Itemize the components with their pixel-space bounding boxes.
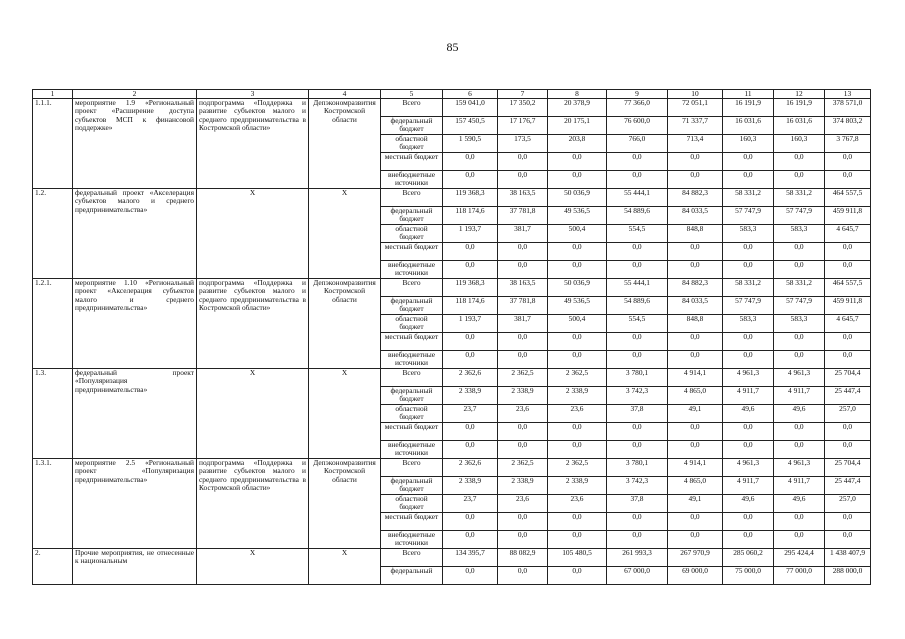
funding-source: федеральный [381, 567, 443, 585]
amount-cell: 4 911,7 [723, 387, 774, 405]
column-number: 7 [498, 90, 548, 99]
funding-source: областной бюджет [381, 405, 443, 423]
amount-cell: 0,0 [607, 153, 668, 171]
funding-source: внебюджетные источники [381, 261, 443, 279]
amount-cell: 77 000,0 [774, 567, 825, 585]
amount-cell: 58 331,2 [723, 189, 774, 207]
amount-cell: 69 000,0 [668, 567, 723, 585]
amount-cell: 4 914,1 [668, 369, 723, 387]
amount-cell: 0,0 [443, 153, 498, 171]
amount-cell: 0,0 [607, 333, 668, 351]
column-number: 1 [33, 90, 73, 99]
executor-name: X [309, 369, 381, 459]
funding-source: областной бюджет [381, 495, 443, 513]
amount-cell: 500,4 [548, 315, 607, 333]
amount-cell: 0,0 [825, 153, 871, 171]
amount-cell: 0,0 [607, 171, 668, 189]
item-name: мероприятие 1.10 «Региональный проект «Акселерация субъектов малого и среднего предпринимательства» [73, 279, 197, 369]
amount-cell: 0,0 [548, 351, 607, 369]
amount-cell: 257,0 [825, 405, 871, 423]
amount-cell: 49,6 [723, 495, 774, 513]
funding-source: внебюджетные источники [381, 531, 443, 549]
amount-cell: 37,8 [607, 495, 668, 513]
funding-source: местный бюджет [381, 423, 443, 441]
amount-cell: 49,6 [774, 405, 825, 423]
amount-cell: 159 041,0 [443, 99, 498, 117]
amount-cell: 2 338,9 [443, 477, 498, 495]
amount-cell: 50 036,9 [548, 189, 607, 207]
funding-source: федеральный бюджет [381, 297, 443, 315]
amount-cell: 84 882,3 [668, 189, 723, 207]
amount-cell: 4 961,3 [774, 369, 825, 387]
program-name: подпрограмма «Поддержка и развитие субъектов малого и среднего предпринимательства в Костромской области» [197, 99, 309, 189]
amount-cell: 0,0 [825, 531, 871, 549]
amount-cell: 0,0 [723, 351, 774, 369]
amount-cell: 2 338,9 [498, 477, 548, 495]
item-name: мероприятие 2.5 «Региональный проект «Популяризация предпринимательства» [73, 459, 197, 549]
amount-cell: 23,7 [443, 495, 498, 513]
column-number: 8 [548, 90, 607, 99]
amount-cell: 84 033,5 [668, 207, 723, 225]
item-number: 1.3. [33, 369, 73, 459]
amount-cell: 583,3 [723, 315, 774, 333]
amount-cell: 4 911,7 [723, 477, 774, 495]
amount-cell: 4 865,0 [668, 477, 723, 495]
amount-cell: 378 571,0 [825, 99, 871, 117]
funding-source: внебюджетные источники [381, 441, 443, 459]
amount-cell: 583,3 [723, 225, 774, 243]
funding-source: областной бюджет [381, 135, 443, 153]
amount-cell: 0,0 [774, 423, 825, 441]
amount-cell: 157 450,5 [443, 117, 498, 135]
column-number: 6 [443, 90, 498, 99]
amount-cell: 0,0 [723, 423, 774, 441]
funding-source: федеральный бюджет [381, 207, 443, 225]
amount-cell: 0,0 [825, 513, 871, 531]
column-number: 10 [668, 90, 723, 99]
executor-name: Депэкономразвития Костромской области [309, 459, 381, 549]
amount-cell: 583,3 [774, 225, 825, 243]
amount-cell: 25 704,4 [825, 369, 871, 387]
amount-cell: 2 362,5 [498, 369, 548, 387]
budget-table [32, 89, 871, 585]
amount-cell: 2 362,5 [548, 369, 607, 387]
amount-cell: 160,3 [723, 135, 774, 153]
amount-cell: 0,0 [723, 171, 774, 189]
amount-cell: 75 000,0 [723, 567, 774, 585]
amount-cell: 203,8 [548, 135, 607, 153]
amount-cell: 38 163,5 [498, 279, 548, 297]
amount-cell: 0,0 [668, 351, 723, 369]
amount-cell: 2 362,6 [443, 369, 498, 387]
amount-cell: 0,0 [825, 351, 871, 369]
amount-cell: 17 176,7 [498, 117, 548, 135]
item-name: мероприятие 1.9 «Региональный проект «Расширение доступа субъектов МСП к финансовой поддержке» [73, 99, 197, 189]
item-number: 1.1.1. [33, 99, 73, 189]
amount-cell: 71 337,7 [668, 117, 723, 135]
amount-cell: 0,0 [498, 423, 548, 441]
amount-cell: 261 993,3 [607, 549, 668, 567]
amount-cell: 464 557,5 [825, 189, 871, 207]
amount-cell: 25 447,4 [825, 477, 871, 495]
amount-cell: 58 331,2 [723, 279, 774, 297]
item-name: федеральный проект «Популяризация предпринимательства» [73, 369, 197, 459]
amount-cell: 0,0 [498, 567, 548, 585]
amount-cell: 464 557,5 [825, 279, 871, 297]
amount-cell: 0,0 [825, 243, 871, 261]
amount-cell: 37 781,8 [498, 297, 548, 315]
program-name: X [197, 189, 309, 279]
table-row [33, 549, 871, 567]
amount-cell: 105 480,5 [548, 549, 607, 567]
amount-cell: 4 961,3 [774, 459, 825, 477]
executor-name: Депэкономразвития Костромской области [309, 99, 381, 189]
amount-cell: 4 961,3 [723, 369, 774, 387]
amount-cell: 25 704,4 [825, 459, 871, 477]
amount-cell: 0,0 [825, 171, 871, 189]
amount-cell: 4 914,1 [668, 459, 723, 477]
amount-cell: 3 780,1 [607, 459, 668, 477]
funding-source: Всего [381, 549, 443, 567]
amount-cell: 118 174,6 [443, 297, 498, 315]
program-name: подпрограмма «Поддержка и развитие субъектов малого и среднего предпринимательства в Костромской области» [197, 279, 309, 369]
table-row [33, 369, 871, 387]
amount-cell: 0,0 [668, 423, 723, 441]
amount-cell: 0,0 [774, 531, 825, 549]
amount-cell: 37,8 [607, 405, 668, 423]
amount-cell: 0,0 [825, 261, 871, 279]
amount-cell: 49,1 [668, 495, 723, 513]
amount-cell: 77 366,0 [607, 99, 668, 117]
amount-cell: 0,0 [498, 171, 548, 189]
amount-cell: 288 000,0 [825, 567, 871, 585]
amount-cell: 49 536,5 [548, 207, 607, 225]
amount-cell: 84 882,3 [668, 279, 723, 297]
amount-cell: 57 747,9 [723, 297, 774, 315]
amount-cell: 0,0 [443, 261, 498, 279]
amount-cell: 0,0 [498, 333, 548, 351]
amount-cell: 2 338,9 [548, 477, 607, 495]
amount-cell: 3 780,1 [607, 369, 668, 387]
amount-cell: 2 338,9 [498, 387, 548, 405]
page-number: 85 [446, 40, 459, 54]
amount-cell: 0,0 [668, 171, 723, 189]
table-row [33, 279, 871, 297]
amount-cell: 4 645,7 [825, 315, 871, 333]
amount-cell: 23,6 [498, 495, 548, 513]
funding-source: местный бюджет [381, 513, 443, 531]
funding-source: федеральный бюджет [381, 387, 443, 405]
amount-cell: 25 447,4 [825, 387, 871, 405]
amount-cell: 57 747,9 [723, 207, 774, 225]
amount-cell: 20 175,1 [548, 117, 607, 135]
amount-cell: 134 395,7 [443, 549, 498, 567]
amount-cell: 0,0 [548, 567, 607, 585]
amount-cell: 381,7 [498, 315, 548, 333]
amount-cell: 0,0 [607, 513, 668, 531]
amount-cell: 1 438 407,9 [825, 549, 871, 567]
amount-cell: 57 747,9 [774, 207, 825, 225]
amount-cell: 713,4 [668, 135, 723, 153]
amount-cell: 2 362,5 [548, 459, 607, 477]
amount-cell: 57 747,9 [774, 297, 825, 315]
amount-cell: 49,1 [668, 405, 723, 423]
item-name: федеральный проект «Акселерация субъектов малого и среднего предпринимательства» [73, 189, 197, 279]
amount-cell: 0,0 [607, 243, 668, 261]
amount-cell: 23,6 [548, 405, 607, 423]
amount-cell: 23,6 [498, 405, 548, 423]
amount-cell: 54 889,6 [607, 297, 668, 315]
amount-cell: 0,0 [548, 243, 607, 261]
amount-cell: 0,0 [607, 441, 668, 459]
amount-cell: 0,0 [723, 441, 774, 459]
amount-cell: 0,0 [825, 333, 871, 351]
amount-cell: 4 911,7 [774, 387, 825, 405]
amount-cell: 2 362,5 [498, 459, 548, 477]
amount-cell: 0,0 [774, 153, 825, 171]
table-row [33, 189, 871, 207]
amount-cell: 2 362,6 [443, 459, 498, 477]
amount-cell: 0,0 [443, 243, 498, 261]
amount-cell: 381,7 [498, 225, 548, 243]
amount-cell: 16 031,6 [723, 117, 774, 135]
column-number: 2 [73, 90, 197, 99]
funding-source: внебюджетные источники [381, 171, 443, 189]
amount-cell: 2 338,9 [443, 387, 498, 405]
amount-cell: 1 193,7 [443, 225, 498, 243]
amount-cell: 374 803,2 [825, 117, 871, 135]
amount-cell: 3 742,3 [607, 477, 668, 495]
amount-cell: 0,0 [443, 333, 498, 351]
amount-cell: 0,0 [548, 333, 607, 351]
amount-cell: 0,0 [723, 153, 774, 171]
amount-cell: 0,0 [723, 531, 774, 549]
amount-cell: 848,8 [668, 315, 723, 333]
amount-cell: 88 082,9 [498, 549, 548, 567]
amount-cell: 766,0 [607, 135, 668, 153]
executor-name: X [309, 549, 381, 585]
amount-cell: 3 767,8 [825, 135, 871, 153]
column-number: 11 [723, 90, 774, 99]
amount-cell: 0,0 [668, 513, 723, 531]
funding-source: областной бюджет [381, 225, 443, 243]
amount-cell: 295 424,4 [774, 549, 825, 567]
funding-source: местный бюджет [381, 243, 443, 261]
amount-cell: 0,0 [548, 423, 607, 441]
amount-cell: 72 051,1 [668, 99, 723, 117]
amount-cell: 0,0 [668, 153, 723, 171]
amount-cell: 0,0 [607, 531, 668, 549]
amount-cell: 0,0 [498, 351, 548, 369]
amount-cell: 0,0 [668, 531, 723, 549]
funding-source: Всего [381, 459, 443, 477]
funding-source: Всего [381, 279, 443, 297]
amount-cell: 0,0 [668, 441, 723, 459]
amount-cell: 0,0 [825, 423, 871, 441]
amount-cell: 0,0 [723, 333, 774, 351]
amount-cell: 459 911,8 [825, 207, 871, 225]
amount-cell: 23,7 [443, 405, 498, 423]
item-number: 2. [33, 549, 73, 585]
amount-cell: 0,0 [443, 513, 498, 531]
column-number: 4 [309, 90, 381, 99]
amount-cell: 58 331,2 [774, 279, 825, 297]
funding-source: внебюджетные источники [381, 351, 443, 369]
amount-cell: 0,0 [774, 243, 825, 261]
amount-cell: 0,0 [774, 261, 825, 279]
amount-cell: 0,0 [607, 423, 668, 441]
amount-cell: 0,0 [774, 171, 825, 189]
amount-cell: 0,0 [498, 243, 548, 261]
amount-cell: 0,0 [548, 261, 607, 279]
program-name: X [197, 369, 309, 459]
amount-cell: 173,5 [498, 135, 548, 153]
executor-name: X [309, 189, 381, 279]
amount-cell: 119 368,3 [443, 189, 498, 207]
amount-cell: 49 536,5 [548, 297, 607, 315]
amount-cell: 20 378,9 [548, 99, 607, 117]
amount-cell: 0,0 [498, 261, 548, 279]
column-number: 5 [381, 90, 443, 99]
amount-cell: 0,0 [723, 261, 774, 279]
amount-cell: 3 742,3 [607, 387, 668, 405]
amount-cell: 4 961,3 [723, 459, 774, 477]
executor-name: Депэкономразвития Костромской области [309, 279, 381, 369]
amount-cell: 49,6 [723, 405, 774, 423]
amount-cell: 554,5 [607, 225, 668, 243]
amount-cell: 848,8 [668, 225, 723, 243]
amount-cell: 0,0 [723, 243, 774, 261]
amount-cell: 0,0 [498, 531, 548, 549]
amount-cell: 76 600,0 [607, 117, 668, 135]
amount-cell: 58 331,2 [774, 189, 825, 207]
item-number: 1.2. [33, 189, 73, 279]
amount-cell: 38 163,5 [498, 189, 548, 207]
amount-cell: 257,0 [825, 495, 871, 513]
column-number-row [33, 90, 871, 99]
column-number: 12 [774, 90, 825, 99]
funding-source: местный бюджет [381, 153, 443, 171]
amount-cell: 0,0 [548, 513, 607, 531]
amount-cell: 0,0 [443, 423, 498, 441]
funding-source: Всего [381, 189, 443, 207]
table-row [33, 99, 871, 117]
item-number: 1.2.1. [33, 279, 73, 369]
program-name: X [197, 549, 309, 585]
amount-cell: 4 911,7 [774, 477, 825, 495]
funding-source: местный бюджет [381, 333, 443, 351]
amount-cell: 16 191,9 [774, 99, 825, 117]
amount-cell: 0,0 [774, 333, 825, 351]
amount-cell: 0,0 [548, 441, 607, 459]
column-number: 9 [607, 90, 668, 99]
amount-cell: 0,0 [548, 531, 607, 549]
amount-cell: 0,0 [443, 351, 498, 369]
column-number: 13 [825, 90, 871, 99]
amount-cell: 49,6 [774, 495, 825, 513]
amount-cell: 16 031,6 [774, 117, 825, 135]
amount-cell: 0,0 [443, 531, 498, 549]
amount-cell: 0,0 [668, 261, 723, 279]
amount-cell: 0,0 [668, 243, 723, 261]
amount-cell: 0,0 [443, 567, 498, 585]
amount-cell: 0,0 [774, 351, 825, 369]
amount-cell: 0,0 [548, 171, 607, 189]
amount-cell: 0,0 [498, 441, 548, 459]
amount-cell: 50 036,9 [548, 279, 607, 297]
amount-cell: 37 781,8 [498, 207, 548, 225]
funding-source: Всего [381, 99, 443, 117]
amount-cell: 119 368,3 [443, 279, 498, 297]
amount-cell: 4 645,7 [825, 225, 871, 243]
amount-cell: 23,6 [548, 495, 607, 513]
amount-cell: 554,5 [607, 315, 668, 333]
amount-cell: 0,0 [498, 513, 548, 531]
amount-cell: 0,0 [774, 513, 825, 531]
amount-cell: 0,0 [774, 441, 825, 459]
funding-source: областной бюджет [381, 315, 443, 333]
amount-cell: 118 174,6 [443, 207, 498, 225]
amount-cell: 267 970,9 [668, 549, 723, 567]
funding-source: федеральный бюджет [381, 117, 443, 135]
amount-cell: 55 444,1 [607, 189, 668, 207]
item-number: 1.3.1. [33, 459, 73, 549]
amount-cell: 0,0 [548, 153, 607, 171]
funding-source: федеральный бюджет [381, 477, 443, 495]
amount-cell: 0,0 [443, 171, 498, 189]
item-name: Прочие мероприятия, не отнесенные к национальным [73, 549, 197, 585]
amount-cell: 583,3 [774, 315, 825, 333]
amount-cell: 0,0 [607, 351, 668, 369]
funding-source: Всего [381, 369, 443, 387]
amount-cell: 285 060,2 [723, 549, 774, 567]
amount-cell: 1 590,5 [443, 135, 498, 153]
amount-cell: 54 889,6 [607, 207, 668, 225]
amount-cell: 55 444,1 [607, 279, 668, 297]
amount-cell: 2 338,9 [548, 387, 607, 405]
amount-cell: 0,0 [443, 441, 498, 459]
amount-cell: 0,0 [668, 333, 723, 351]
amount-cell: 16 191,9 [723, 99, 774, 117]
amount-cell: 160,3 [774, 135, 825, 153]
amount-cell: 0,0 [723, 513, 774, 531]
table-row [33, 459, 871, 477]
amount-cell: 4 865,0 [668, 387, 723, 405]
amount-cell: 0,0 [825, 441, 871, 459]
column-number: 3 [197, 90, 309, 99]
amount-cell: 84 033,5 [668, 297, 723, 315]
amount-cell: 459 911,8 [825, 297, 871, 315]
amount-cell: 0,0 [607, 261, 668, 279]
amount-cell: 1 193,7 [443, 315, 498, 333]
program-name: подпрограмма «Поддержка и развитие субъектов малого и среднего предпринимательства в Костромской области» [197, 459, 309, 549]
amount-cell: 500,4 [548, 225, 607, 243]
amount-cell: 67 000,0 [607, 567, 668, 585]
amount-cell: 0,0 [498, 153, 548, 171]
amount-cell: 17 350,2 [498, 99, 548, 117]
